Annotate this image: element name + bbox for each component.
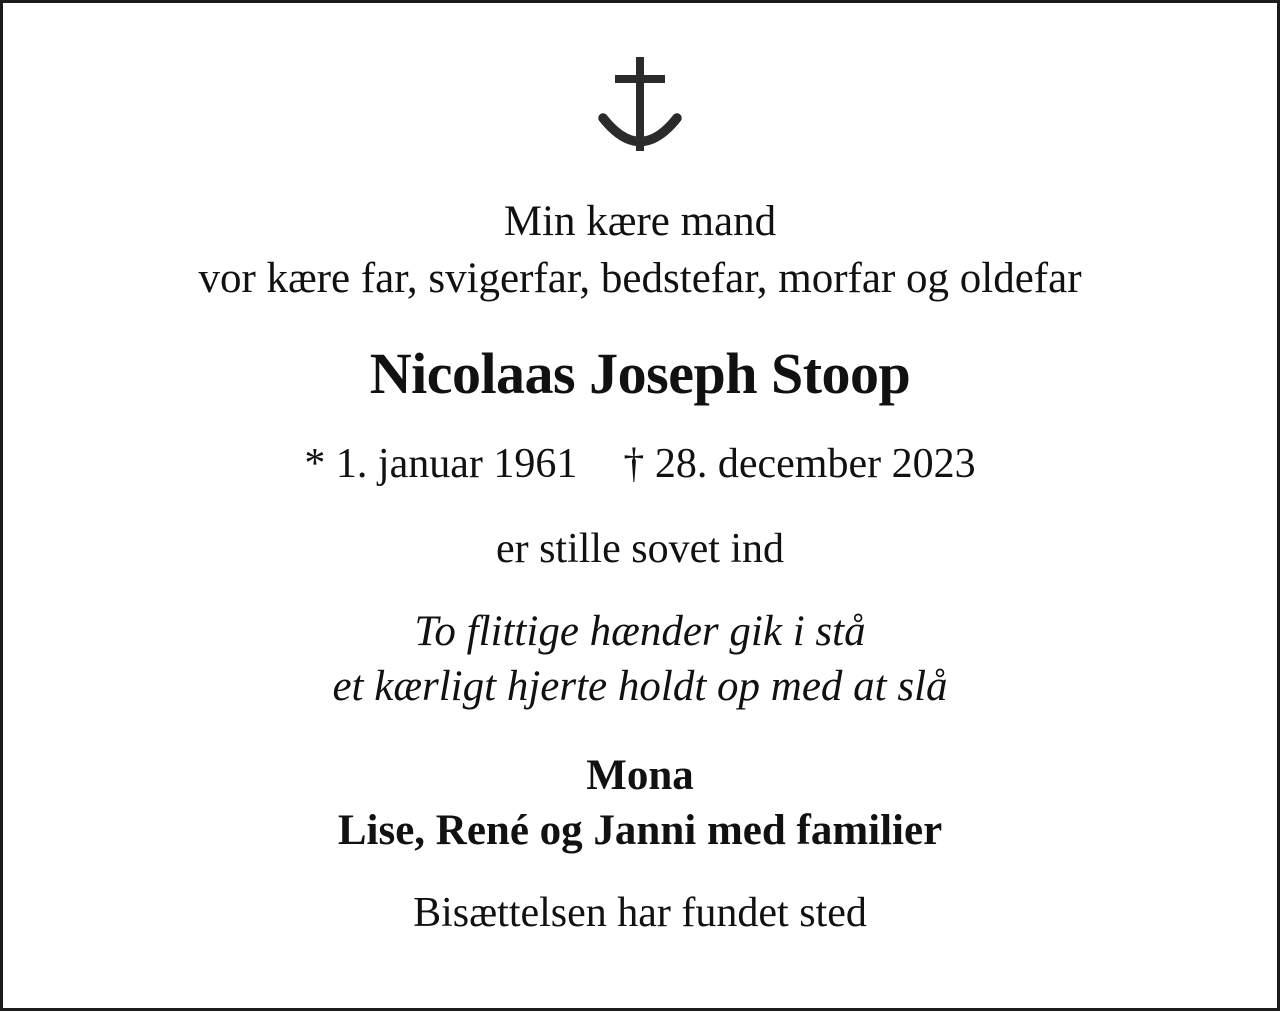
death-date: † 28. december 2023 [623,441,976,487]
verse-line-2: et kærligt hjerte holdt op med at slå [332,663,948,710]
intro-line-1: Min kære mand [503,198,777,245]
intro-line-2: vor kære far, svigerfar, bedstefar, morfar og oldefar [198,255,1082,302]
birth-date: * 1. januar 1961 [304,441,578,487]
deceased-name: Nicolaas Joseph Stoop [369,341,911,406]
intro-text [3,193,1277,307]
verse-line-1: To flittige hænder gik i stå [414,608,866,655]
anchor-icon [598,55,682,161]
mourners [3,748,1277,858]
life-dates [3,441,1277,487]
mourner-line-2: Lise, René og Janni med familier [337,807,943,854]
mourner-line-1: Mona [586,752,694,799]
memorial-verse [3,604,1277,714]
ceremony-note: Bisættelsen har fundet sted [413,890,867,936]
status-line: er stille sovet ind [495,526,785,572]
